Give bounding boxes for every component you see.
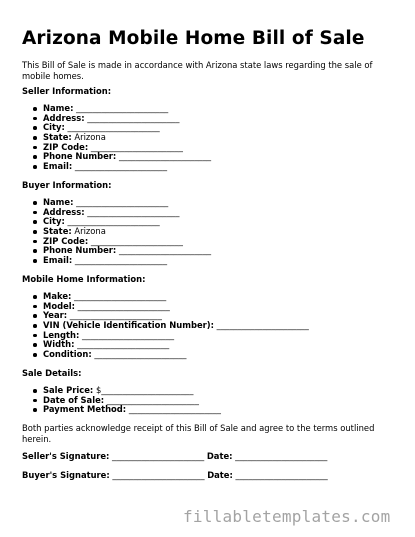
seller-email-item xyxy=(22,162,211,172)
payment-method-item xyxy=(22,405,221,415)
field-label: Sale Price: xyxy=(43,385,94,395)
field-label: Model: xyxy=(43,300,75,311)
seller-field-list xyxy=(22,104,211,172)
field-label: Condition: xyxy=(43,349,92,360)
seller-section-heading: Seller Information: xyxy=(22,86,112,96)
vin-field[interactable]: ______________________ xyxy=(216,320,309,331)
field-label: ZIP Code: xyxy=(43,235,89,246)
seller-date-field[interactable]: ______________________ xyxy=(235,451,328,461)
field-label: Name: xyxy=(43,103,74,113)
watermark-text: fillabletemplates.com xyxy=(183,507,391,526)
field-label: Width: xyxy=(43,339,75,350)
seller-signature-field[interactable]: ______________________ xyxy=(112,451,205,461)
field-label: State: xyxy=(43,132,72,143)
mobile-home-field-list xyxy=(22,292,309,360)
buyer-city-field[interactable]: ______________________ xyxy=(67,216,160,227)
field-label: Make: xyxy=(43,291,72,301)
width-field[interactable]: ______________________ xyxy=(77,339,170,350)
payment-method-field[interactable]: ______________________ xyxy=(128,404,221,415)
seller-zip-field[interactable]: ______________________ xyxy=(90,141,183,152)
field-label: City: xyxy=(43,122,65,133)
field-label: Length: xyxy=(43,329,80,340)
sale-price-field[interactable]: $______________________ xyxy=(95,385,194,395)
intro-paragraph: This Bill of Sale is made in accordance with Arizona state laws regarding the sale of mobile homes. xyxy=(22,60,373,81)
make-field[interactable]: ______________________ xyxy=(74,291,167,301)
field-label: Email: xyxy=(43,161,73,172)
buyer-section-heading: Buyer Information: xyxy=(22,180,112,190)
seller-email-field[interactable]: ______________________ xyxy=(74,161,167,172)
buyer-state-value: Arizona xyxy=(74,226,106,237)
field-label: ZIP Code: xyxy=(43,141,89,152)
length-field[interactable]: ______________________ xyxy=(81,329,175,340)
field-label: Address: xyxy=(43,112,85,123)
field-label: Phone Number: xyxy=(43,245,117,256)
sale-date-field[interactable]: ______________________ xyxy=(106,394,199,405)
buyer-signature-label: Buyer's Signature: xyxy=(22,470,110,480)
field-label: Phone Number: xyxy=(43,151,117,162)
field-label: VIN (Vehicle Identification Number): xyxy=(43,320,214,331)
condition-field[interactable]: ______________________ xyxy=(94,349,187,360)
field-label: City: xyxy=(43,216,65,227)
seller-phone-field[interactable]: ______________________ xyxy=(118,151,212,162)
buyer-address-field[interactable]: ______________________ xyxy=(87,206,180,217)
buyer-signature-line xyxy=(22,470,328,481)
field-label: Year: xyxy=(43,310,68,321)
buyer-zip-field[interactable]: ______________________ xyxy=(90,235,183,246)
seller-name-field[interactable]: ______________________ xyxy=(76,103,169,113)
model-field[interactable]: ______________________ xyxy=(77,300,170,311)
seller-signature-line xyxy=(22,451,327,462)
sale-section-heading: Sale Details: xyxy=(22,368,82,378)
seller-date-label: Date: xyxy=(206,451,233,461)
field-label: Name: xyxy=(43,197,74,207)
field-label: Email: xyxy=(43,255,73,266)
acknowledgement-paragraph: Both parties acknowledge receipt of this Bill of Sale and agree to the terms outlined herein. xyxy=(22,423,375,444)
buyer-phone-field[interactable]: ______________________ xyxy=(118,245,212,256)
buyer-email-field[interactable]: ______________________ xyxy=(74,255,167,266)
year-field[interactable]: ______________________ xyxy=(69,310,162,321)
field-label: Payment Method: xyxy=(43,404,127,415)
buyer-date-field[interactable]: ______________________ xyxy=(235,470,328,480)
buyer-email-item xyxy=(22,256,211,266)
mobile-home-condition-item xyxy=(22,350,309,360)
field-label: Address: xyxy=(43,206,85,217)
seller-city-field[interactable]: ______________________ xyxy=(67,122,160,133)
seller-address-field[interactable]: ______________________ xyxy=(87,112,180,123)
buyer-field-list xyxy=(22,198,211,266)
buyer-name-field[interactable]: ______________________ xyxy=(76,197,169,207)
mobile-home-section-heading: Mobile Home Information: xyxy=(22,274,146,284)
field-label: State: xyxy=(43,226,72,237)
sale-field-list xyxy=(22,386,221,415)
buyer-date-label: Date: xyxy=(207,470,233,480)
buyer-signature-field[interactable]: ______________________ xyxy=(112,470,205,480)
document-title: Arizona Mobile Home Bill of Sale xyxy=(22,28,365,49)
seller-state-value: Arizona xyxy=(74,132,106,143)
seller-signature-label: Seller's Signature: xyxy=(22,451,110,461)
field-label: Date of Sale: xyxy=(43,394,105,405)
